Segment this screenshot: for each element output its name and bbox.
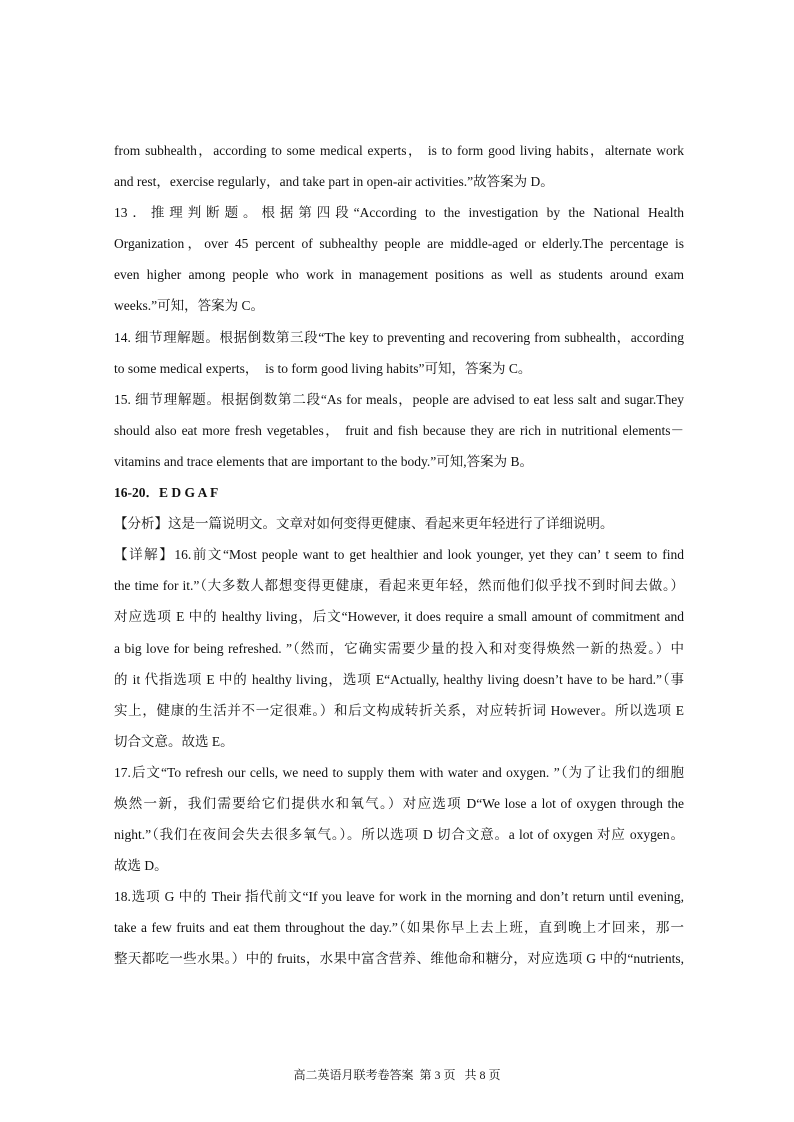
text-line: should also eat more fresh vegetables， fruit and fish because they are rich in nutritional elements－ bbox=[114, 422, 684, 438]
text-line: take a few fruits and eat them throughout the day.”（如果你早上去上班，直到晚上才回来，那一 bbox=[114, 920, 684, 936]
text-line: 15. 细节理解题。根据倒数第二段“As for meals，people are advised to eat less salt and sugar.They bbox=[114, 391, 684, 407]
text-line: 18.选项 G 中的 Their 指代前文“If you leave for work in the morning and don’t return until evening, bbox=[114, 889, 684, 905]
text-line: 16-20．E D G A F bbox=[114, 485, 219, 501]
text-line: from subhealth，according to some medical experts， is to form good living habits，alternate work bbox=[114, 143, 684, 158]
text-line: 14. 细节理解题。根据倒数第三段“The key to preventing and recovering from subhealth，according bbox=[114, 329, 684, 345]
text-line: and rest，exercise regularly，and take part in open-air activities.”故答案为 D。 bbox=[114, 174, 554, 190]
text-line: the time for it.”（大多数人都想变得更健康，看起来更年轻，然而他们似乎找不到时间去做。） bbox=[114, 578, 684, 594]
answer-explanation-body bbox=[114, 135, 684, 975]
page-footer: 高二英语月联考卷答案 第 3 页 共 8 页 bbox=[293, 1068, 501, 1082]
text-line: 【分析】这是一篇说明文。文章对如何变得更健康、看起来更年轻进行了详细说明。 bbox=[114, 516, 614, 532]
text-line: a big love for being refreshed. ”（然而，它确实需要少量的投入和对变得焕然一新的热爱。）中 bbox=[114, 640, 684, 656]
text-line: 的 it 代指选项 E 中的 healthy living，选项 E“Actually, healthy living doesn’t have to be hard.”（事 bbox=[114, 671, 684, 687]
text-line: Organization，over 45 percent of subhealthy people are middle-aged or elderly.The percentage is bbox=[114, 236, 684, 252]
text-line: 整天都吃一些水果。）中的 fruits，水果中富含营养、维他命和糖分，对应选项 G 中的“nutrients, bbox=[114, 951, 684, 967]
text-line: weeks.”可知，答案为 C。 bbox=[114, 298, 264, 314]
text-line: night.”（我们在夜间会失去很多氧气。）。所以选项 D 切合文意。a lot of oxygen 对应 oxygen。 bbox=[114, 827, 684, 843]
text-line: 对应选项 E 中的 healthy living，后文“However, it does require a small amount of commitment and bbox=[114, 609, 684, 625]
text-line: 切合文意。故选 E。 bbox=[114, 733, 234, 749]
text-line: 【详解】16.前文“Most people want to get healthier and look younger, yet they can’ t seem to find bbox=[114, 547, 684, 563]
text-line: even higher among people who work in management positions as well as students around exam bbox=[114, 267, 684, 283]
text-line: 实上，健康的生活并不一定很难。）和后文构成转折关系，对应转折词 However。所以选项 E bbox=[114, 702, 684, 718]
text-line: vitamins and trace elements that are important to the body.”可知,答案为 B。 bbox=[114, 453, 534, 469]
text-line: 17.后文“To refresh our cells, we need to supply them with water and oxygen. ”（为了让我们的细胞 bbox=[114, 764, 684, 780]
text-line: 焕然一新，我们需要给它们提供水和氧气。）对应选项 D“We lose a lot of oxygen through the bbox=[114, 795, 684, 811]
text-line: 13．推理判断题。根据第四段“According to the investigation by the National Health bbox=[114, 205, 684, 221]
text-line: to some medical experts， is to form good living habits”可知，答案为 C。 bbox=[114, 360, 532, 376]
text-line: 故选 D。 bbox=[114, 858, 168, 874]
